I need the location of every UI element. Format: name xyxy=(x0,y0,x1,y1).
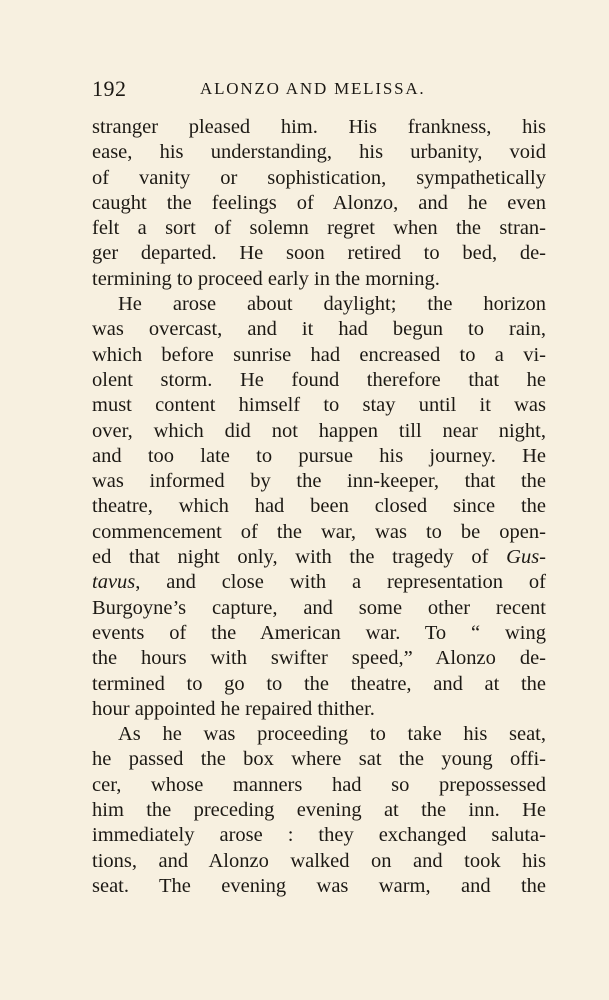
text-line: tions, and Alonzo walked on and took his xyxy=(92,849,546,872)
text-line: immediately arose : they exchanged saluta- xyxy=(92,824,546,847)
text-line: felt a sort of solemn regret when the stran- xyxy=(92,217,546,240)
text-line: the hours with swifter speed,” Alonzo de- xyxy=(92,647,546,670)
text-line: caught the feelings of Alonzo, and he even xyxy=(92,191,546,214)
page-number: 192 xyxy=(92,76,127,101)
text-segment: , and close with a representation of xyxy=(135,571,546,594)
paragraph-first-line: He arose about daylight; the horizon xyxy=(118,293,546,316)
text-line xyxy=(92,545,546,570)
text-line: events of the American war. To “ wing xyxy=(92,621,546,644)
text-line: theatre, which had been closed since the xyxy=(92,495,546,518)
text-line: was informed by the inn-keeper, that the xyxy=(92,470,546,493)
text-line: him the preceding evening at the inn. He xyxy=(92,799,546,822)
page-header xyxy=(92,76,546,106)
text-line: he passed the box where sat the young offi- xyxy=(92,748,546,771)
text-line: seat. The evening was warm, and the xyxy=(92,874,546,897)
text-line: ger departed. He soon retired to bed, de- xyxy=(92,242,546,265)
text-line: was overcast, and it had begun to rain, xyxy=(92,318,546,341)
text-line: must content himself to stay until it was xyxy=(92,394,546,417)
text-line: cer, whose manners had so prepossessed xyxy=(92,773,546,796)
text-line: ease, his understanding, his urbanity, void xyxy=(92,141,546,164)
text-line: which before sunrise had encreased to a vi- xyxy=(92,343,546,366)
italic-title: Gus- xyxy=(506,546,546,569)
running-head: ALONZO AND MELISSA. xyxy=(200,79,426,98)
text-line: hour appointed he repaired thither. xyxy=(92,697,375,720)
text-line: Burgoyne’s capture, and some other recent xyxy=(92,596,546,619)
text-line: olent storm. He found therefore that he xyxy=(92,368,546,391)
text-line: commencement of the war, was to be open- xyxy=(92,520,546,543)
text-line: termining to proceed early in the morning. xyxy=(92,267,440,290)
text-line xyxy=(92,570,546,595)
text-segment: ed that night only, with the tragedy of xyxy=(92,546,507,569)
text-line: over, which did not happen till near night, xyxy=(92,419,546,442)
italic-title: tavus xyxy=(92,571,136,594)
text-line: and too late to pursue his journey. He xyxy=(92,444,546,467)
body-text xyxy=(92,115,546,899)
text-line: of vanity or sophistication, sympathetically xyxy=(92,166,546,189)
paragraph-first-line: As he was proceeding to take his seat, xyxy=(118,723,546,746)
text-line: termined to go to the theatre, and at the xyxy=(92,672,546,695)
text-line: stranger pleased him. His frankness, his xyxy=(92,116,546,138)
